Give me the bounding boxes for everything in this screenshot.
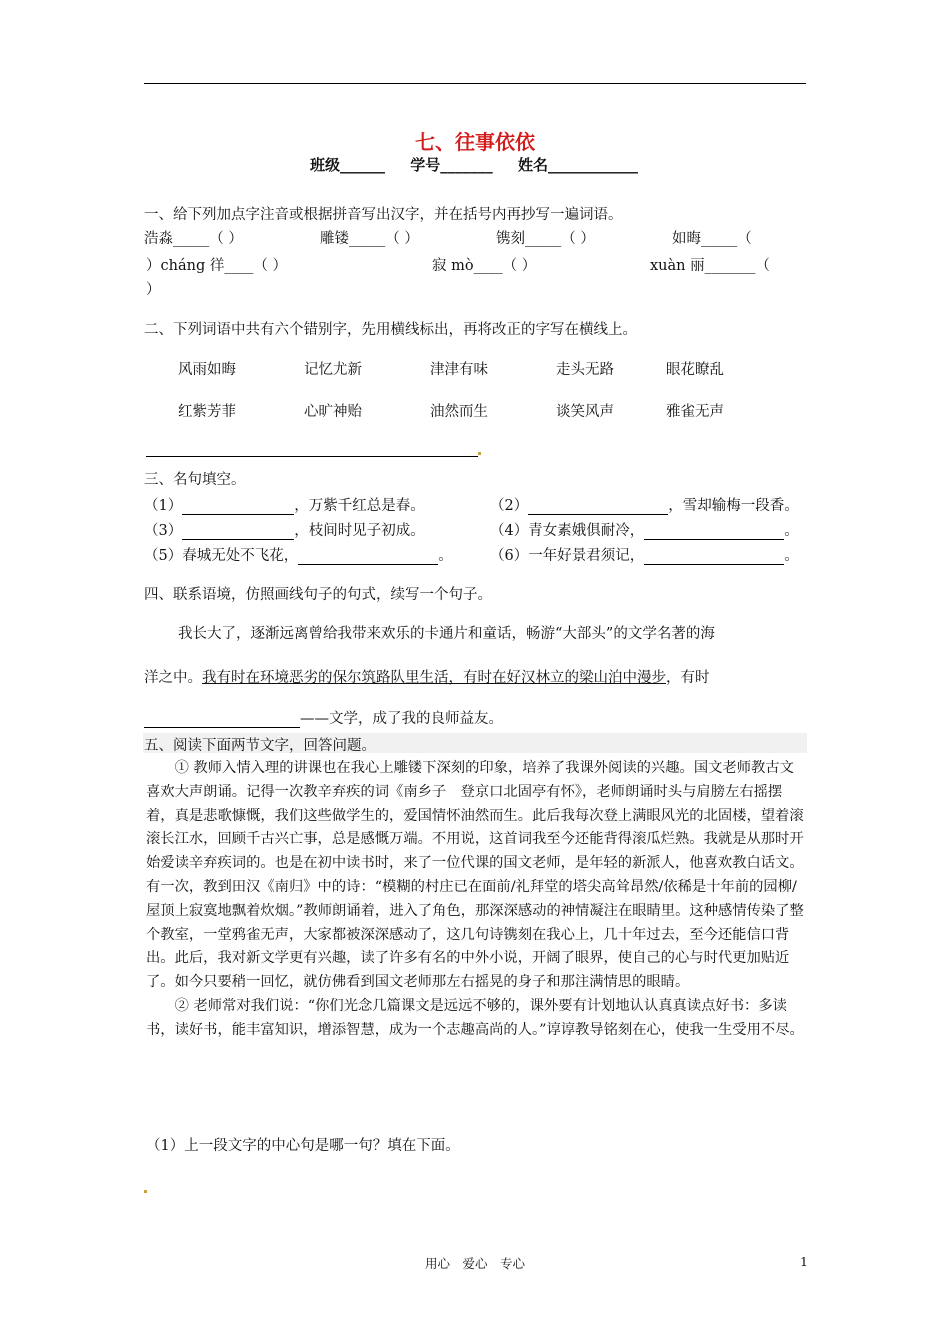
q2-word[interactable]: 走头无路 xyxy=(556,362,614,378)
q4-text: ——文学，成了我的良师益友。 xyxy=(300,711,503,727)
q2-word[interactable]: 风雨如晦 xyxy=(178,362,236,378)
q1-row3: ） xyxy=(146,282,161,298)
q3-blank[interactable] xyxy=(182,499,294,515)
q2-word[interactable]: 红紫芳菲 xyxy=(178,404,236,420)
q4-line2 xyxy=(144,666,710,687)
q3-heading: 三、名句填空。 xyxy=(144,472,246,488)
q1-heading: 一、给下列加点字注音或根据拼音写出汉字，并在括号内再抄写一遍词语。 xyxy=(144,207,623,223)
page-title: 七、往事依依 xyxy=(415,130,535,154)
q5-passage xyxy=(146,757,806,1043)
q3-text: ，万紫千红总是春。 xyxy=(294,498,425,514)
q3-text: 。 xyxy=(784,548,799,564)
q2-word[interactable]: 眼花瞭乱 xyxy=(666,362,724,378)
footer-text: 用心 爱心 专心 xyxy=(424,1256,525,1271)
q3-item-1 xyxy=(144,494,425,515)
q1-item-juanke[interactable]: 镌刻_____（ ） xyxy=(496,231,595,247)
q2-word[interactable]: 记忆尤新 xyxy=(304,362,362,378)
header-rule xyxy=(144,83,806,84)
page-number: 1 xyxy=(800,1254,808,1269)
q3-blank[interactable] xyxy=(644,549,784,565)
stray-dot xyxy=(478,452,481,455)
q4-line1: 我长大了，逐渐远离曾给我带来欢乐的卡通片和童话，畅游“大部头”的文学名著的海 xyxy=(178,626,715,642)
q3-text: 。 xyxy=(784,523,799,539)
q4-text: 洋之中。 xyxy=(144,670,202,686)
q1-item-xuanli[interactable]: xuàn 丽_______（ xyxy=(650,258,770,274)
q3-label: （1） xyxy=(144,498,183,514)
q5-para-1: ① 教师入情入理的讲课也在我心上雕镂下深刻的印象，培养了我课外阅读的兴趣。国文老师教古文喜欢大声朗诵。记得一次教辛弃疾的词《南乡子 登京口北固亭有怀》，老师朗诵时头与肩膀左右摇摆着，真是悲歌慷慨，我们这些做学生的，爱国情怀油然而生。此后我每次登上满眼风光的北固楼，望着滚滚长江水，回顾千古兴亡事，总是感慨万端。不用说，这首词我至今还能背得滚瓜烂熟。我就是从那时开始爱读辛弃疾词的。也是在初中读书时，来了一位代课的国文老师，是年轻的新派人，他喜欢教白话文。有一次，教到田汉《南归》中的诗：“模糊的村庄已在面前/礼拜堂的塔尖高耸昂然/依稀是十年前的园柳/屋顶上寂寞地飘着炊烟。”教师朗诵着，进入了角色，那深深感动的神情凝注在眼睛里。这种感情传染了整个教室，一堂鸦雀无声，大家都被深深感动了，这几句诗镌刻在我心上，几十年过去，至今还能信口背出。此后，我对新文学更有兴趣，读了许多有名的中外小说，开阔了眼界，使自己的心与时代更加贴近了。如今只要稍一回忆，就仿佛看到国文老师那左右摇晃的身子和那注满情思的眼睛。 xyxy=(146,760,804,991)
q3-item-3 xyxy=(144,519,425,540)
q3-item-6 xyxy=(490,544,799,565)
q3-label: （5）春城无处不飞花， xyxy=(144,548,299,564)
q1-row2 xyxy=(146,254,826,274)
q3-item-4 xyxy=(490,519,799,540)
q4-blank[interactable] xyxy=(144,712,300,728)
number-field[interactable]: 学号_______ xyxy=(410,156,493,174)
q4-text: ，有时 xyxy=(666,670,710,686)
q3-label: （4）青女素娥俱耐冷， xyxy=(490,523,645,539)
q1-item-haomiao[interactable]: 浩淼_____（ ） xyxy=(144,231,243,247)
q4-line3 xyxy=(144,707,503,728)
q2-word[interactable]: 津津有味 xyxy=(430,362,488,378)
q3-blank[interactable] xyxy=(528,499,668,515)
q2-answer-line[interactable] xyxy=(146,456,478,457)
q3-label: （2） xyxy=(490,498,529,514)
q3-text: ，枝间时见子初成。 xyxy=(294,523,425,539)
q3-item-2 xyxy=(490,494,799,515)
q3-blank[interactable] xyxy=(298,549,438,565)
stray-dot xyxy=(144,1190,147,1193)
q3-blank[interactable] xyxy=(644,524,784,540)
q5-para-2: ② 老师常对我们说：“你们光念几篇课文是远远不够的，课外要有计划地认认真真读点好书：多读书，读好书，能丰富知识，增添智慧，成为一个志趣高尚的人。”谆谆教导铭刻在心，使我一生受用不尽。 xyxy=(146,997,804,1038)
q1-item-changyang[interactable]: ）cháng 徉____（ ） xyxy=(146,258,287,274)
q2-word[interactable]: 心旷神贻 xyxy=(304,404,362,420)
q3-item-5 xyxy=(144,544,453,565)
q1-row1 xyxy=(144,227,824,247)
q3-label: （3） xyxy=(144,523,183,539)
student-info xyxy=(310,154,658,175)
class-field[interactable]: 班级______ xyxy=(310,156,386,174)
q3-label: （6）一年好景君须记， xyxy=(490,548,645,564)
q4-model-sentence: 我有时在环境恶劣的保尔筑路队里生活，有时在好汉林立的梁山泊中漫步 xyxy=(202,670,666,686)
q1-item-jimo[interactable]: 寂 mò____（ ） xyxy=(432,258,537,274)
q1-item-dialou[interactable]: 雕镂_____（ ） xyxy=(320,231,419,247)
q2-heading: 二、下列词语中共有六个错别字，先用横线标出，再将改正的字写在横线上。 xyxy=(144,322,637,338)
q2-word[interactable]: 油然而生 xyxy=(430,404,488,420)
q4-heading: 四、联系语境，仿照画线句子的句式，续写一个句子。 xyxy=(144,587,492,603)
q2-word[interactable]: 雅雀无声 xyxy=(666,404,724,420)
q5-heading: 五、阅读下面两节文字，回答问题。 xyxy=(144,738,376,754)
q2-word[interactable]: 谈笑风声 xyxy=(556,404,614,420)
q3-text: 。 xyxy=(438,548,453,564)
q5-sub1: （1）上一段文字的中心句是哪一句？填在下面。 xyxy=(146,1138,460,1154)
name-field[interactable]: 姓名____________ xyxy=(518,156,639,174)
q1-item-ruhui[interactable]: 如晦_____（ xyxy=(672,231,752,247)
q3-blank[interactable] xyxy=(182,524,294,540)
q3-text: ，雪却输梅一段香。 xyxy=(668,498,799,514)
